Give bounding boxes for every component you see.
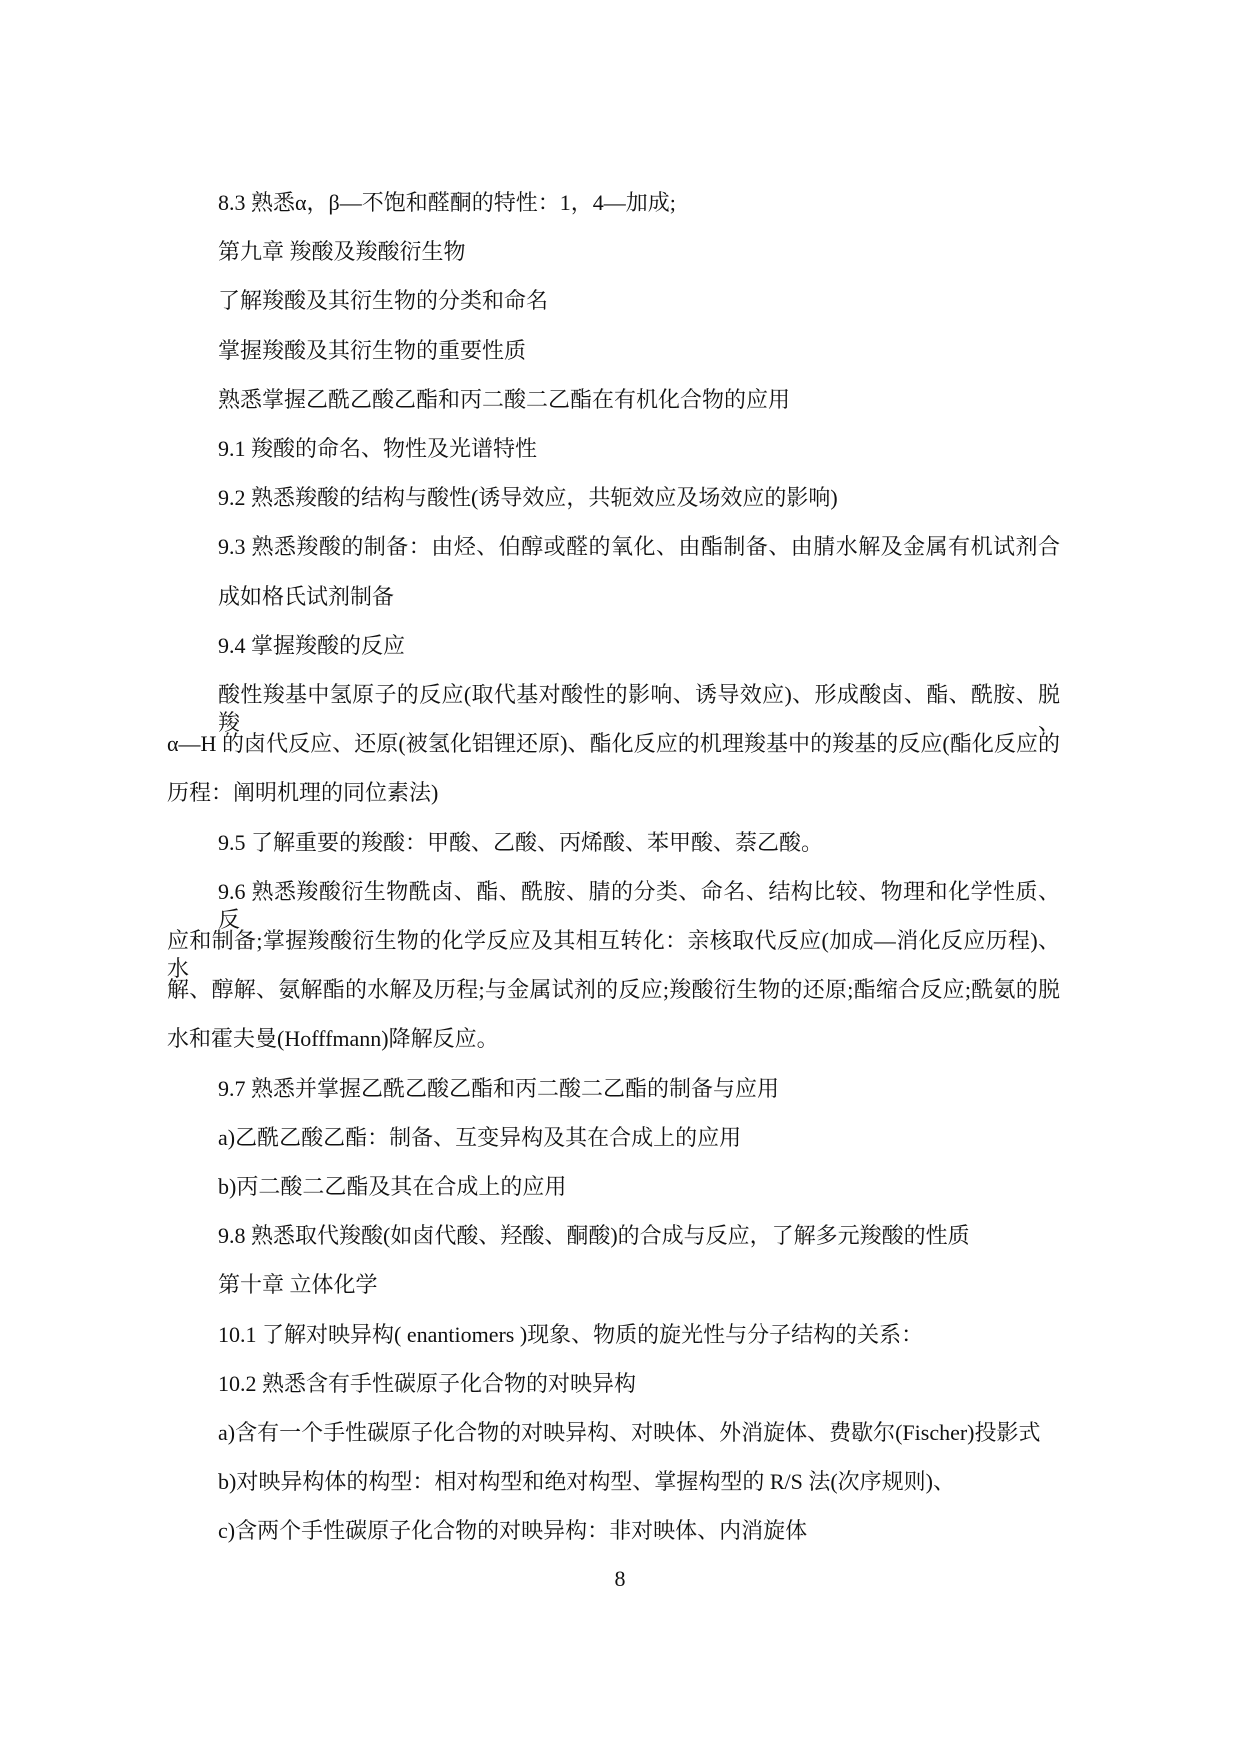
text-line: a)含有一个手性碳原子化合物的对映异构、对映体、外消旋体、费歇尔(Fischer)投影式 — [218, 1420, 1041, 1445]
text-line: 应和制备;掌握羧酸衍生物的化学反应及其相互转化：亲核取代反应(加成—消化反应历程)、水 — [167, 928, 1060, 981]
text-line: 酸性羧基中氢原子的反应(取代基对酸性的影响、诱导效应)、形成酸卤、酯、酰胺、脱羧、 — [218, 682, 1060, 735]
text-line: b)对映异构体的构型：相对构型和绝对构型、掌握构型的 R/S 法(次序规则)、 — [218, 1469, 956, 1495]
text-line: 成如格氏试剂制备 — [218, 583, 395, 609]
text-line: 掌握羧酸及其衍生物的重要性质 — [218, 337, 527, 363]
text-line: 9.8 熟悉取代羧酸(如卤代酸、羟酸、酮酸)的合成与反应，了解多元羧酸的性质 — [218, 1223, 970, 1249]
text-line: 9.2 熟悉羧酸的结构与酸性(诱导效应，共轭效应及场效应的影响) — [218, 485, 838, 511]
text-line: c)含两个手性碳原子化合物的对映异构：非对映体、内消旋体 — [218, 1518, 808, 1544]
text-line: α—H 的卤代反应、还原(被氢化铝锂还原)、酯化反应的机理羧基中的羧基的反应(酯化反应的 — [167, 731, 1060, 757]
text-line: 10.2 熟悉含有手性碳原子化合物的对映异构 — [218, 1370, 637, 1396]
text-line: 解、醇解、氨解酯的水解及历程;与金属试剂的反应;羧酸衍生物的还原;酯缩合反应;酰氨的脱 — [167, 977, 1060, 1003]
text-line: 了解羧酸及其衍生物的分类和命名 — [218, 288, 549, 314]
text-line: a)乙酰乙酸乙酯：制备、互变异构及其在合成上的应用 — [218, 1124, 742, 1150]
text-line: 9.7 熟悉并掌握乙酰乙酸乙酯和丙二酸二乙酯的制备与应用 — [218, 1075, 780, 1101]
text-line: 水和霍夫曼(Hofffmann)降解反应。 — [167, 1026, 499, 1052]
text-line: 9.1 羧酸的命名、物性及光谱特性 — [218, 436, 538, 461]
text-line: 10.1 了解对映异构( enantiomers )现象、物质的旋光性与分子结构的关系： — [218, 1321, 924, 1347]
text-line: 8.3 熟悉α，β—不饱和醛酮的特性：1，4—加成; — [218, 190, 676, 215]
text-line: 9.6 熟悉羧酸衍生物酰卤、酯、酰胺、腈的分类、命名、结构比较、物理和化学性质、反 — [218, 878, 1060, 932]
text-line: 9.4 掌握羧酸的反应 — [218, 632, 406, 658]
text-line: b)丙二酸二乙酯及其在合成上的应用 — [218, 1174, 567, 1199]
text-line: 第九章 羧酸及羧酸衍生物 — [218, 239, 466, 265]
text-line: 熟悉掌握乙酰乙酸乙酯和丙二酸二乙酯在有机化合物的应用 — [218, 386, 791, 412]
text-line: 第十章 立体化学 — [218, 1272, 378, 1298]
text-line: 9.5 了解重要的羧酸：甲酸、乙酸、丙烯酸、苯甲酸、萘乙酸。 — [218, 829, 824, 855]
page-number: 8 — [614, 1566, 626, 1591]
text-line: 9.3 熟悉羧酸的制备：由烃、伯醇或醛的氧化、由酯制备、由腈水解及金属有机试剂合 — [218, 534, 1060, 560]
text-line: 历程：阐明机理的同位素法) — [167, 780, 439, 806]
